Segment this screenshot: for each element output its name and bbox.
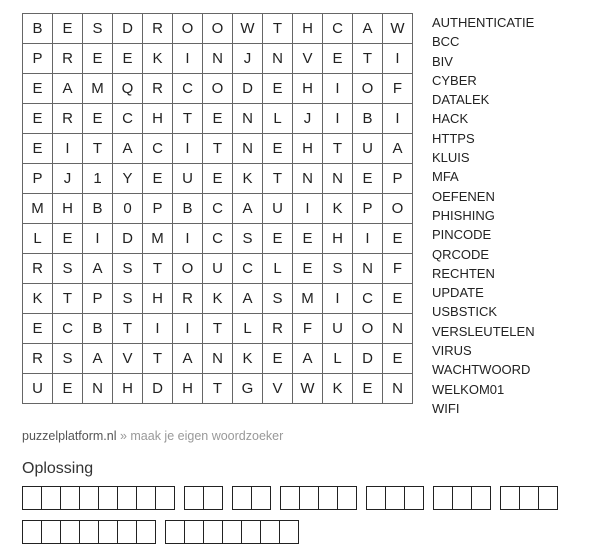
grid-cell[interactable]: B bbox=[83, 314, 113, 344]
grid-cell[interactable]: F bbox=[383, 74, 413, 104]
grid-cell[interactable]: T bbox=[263, 14, 293, 44]
solution-letter-box[interactable] bbox=[204, 486, 223, 510]
grid-cell[interactable]: S bbox=[113, 254, 143, 284]
solution-word bbox=[433, 486, 491, 510]
grid-cell[interactable]: B bbox=[23, 14, 53, 44]
grid-cell[interactable]: K bbox=[323, 194, 353, 224]
word-list bbox=[432, 13, 535, 418]
solution-letter-box[interactable] bbox=[280, 486, 300, 510]
solution-letter-box[interactable] bbox=[242, 520, 261, 544]
grid-cell[interactable]: N bbox=[293, 164, 323, 194]
letter-grid bbox=[22, 13, 413, 404]
site-link[interactable]: puzzelplatform.nl bbox=[22, 429, 117, 443]
solution-letter-box[interactable] bbox=[184, 486, 204, 510]
grid-cell[interactable]: C bbox=[353, 284, 383, 314]
solution-letter-box[interactable] bbox=[137, 520, 156, 544]
solution-row bbox=[22, 520, 567, 544]
grid-cell[interactable]: U bbox=[23, 374, 53, 404]
grid-cell[interactable]: I bbox=[83, 224, 113, 254]
grid-cell[interactable]: E bbox=[83, 44, 113, 74]
grid-cell[interactable]: S bbox=[233, 224, 263, 254]
grid-cell[interactable]: A bbox=[173, 344, 203, 374]
grid-cell[interactable]: T bbox=[263, 164, 293, 194]
solution-letter-box[interactable] bbox=[118, 486, 137, 510]
grid-cell[interactable]: E bbox=[53, 374, 83, 404]
word-item: VIRUS bbox=[432, 343, 472, 359]
solution-word bbox=[232, 486, 271, 510]
grid-cell[interactable]: L bbox=[233, 314, 263, 344]
solution-letter-box[interactable] bbox=[80, 520, 99, 544]
word-item: PINCODE bbox=[432, 227, 492, 243]
solution-letter-box[interactable] bbox=[366, 486, 386, 510]
grid-cell[interactable]: U bbox=[263, 194, 293, 224]
solution-word bbox=[22, 520, 156, 544]
grid-cell[interactable]: E bbox=[203, 104, 233, 134]
grid-cell[interactable]: R bbox=[53, 104, 83, 134]
grid-cell[interactable]: B bbox=[353, 104, 383, 134]
word-item: WIFI bbox=[432, 400, 460, 416]
grid-cell[interactable]: W bbox=[383, 14, 413, 44]
grid-cell[interactable]: H bbox=[143, 284, 173, 314]
solution-letter-box[interactable] bbox=[386, 486, 405, 510]
solution-letter-box[interactable] bbox=[61, 486, 80, 510]
grid-cell[interactable]: O bbox=[173, 254, 203, 284]
grid-cell[interactable]: 0 bbox=[113, 194, 143, 224]
solution-word bbox=[366, 486, 424, 510]
grid-cell[interactable]: H bbox=[53, 194, 83, 224]
grid-cell[interactable]: E bbox=[53, 14, 83, 44]
grid-cell[interactable]: H bbox=[293, 134, 323, 164]
grid-cell[interactable]: H bbox=[113, 374, 143, 404]
grid-cell[interactable]: E bbox=[113, 44, 143, 74]
word-item: PHISHING bbox=[432, 207, 495, 223]
grid-cell[interactable]: P bbox=[353, 194, 383, 224]
solution-letter-box[interactable] bbox=[338, 486, 357, 510]
solution-letter-box[interactable] bbox=[80, 486, 99, 510]
grid-cell[interactable]: A bbox=[233, 194, 263, 224]
grid-cell[interactable]: P bbox=[23, 44, 53, 74]
grid-cell[interactable]: A bbox=[353, 14, 383, 44]
grid-cell[interactable]: I bbox=[173, 44, 203, 74]
grid-cell[interactable]: I bbox=[173, 314, 203, 344]
grid-cell[interactable]: H bbox=[323, 224, 353, 254]
grid-cell[interactable]: I bbox=[323, 284, 353, 314]
grid-cell[interactable]: O bbox=[353, 314, 383, 344]
grid-cell[interactable]: T bbox=[203, 134, 233, 164]
grid-cell[interactable]: V bbox=[113, 344, 143, 374]
solution-letter-box[interactable] bbox=[22, 520, 42, 544]
grid-cell[interactable]: 1 bbox=[83, 164, 113, 194]
solution-letter-box[interactable] bbox=[61, 520, 80, 544]
grid-cell[interactable]: A bbox=[233, 284, 263, 314]
word-item: BCC bbox=[432, 34, 460, 50]
grid-cell[interactable]: U bbox=[173, 164, 203, 194]
grid-cell[interactable]: E bbox=[23, 74, 53, 104]
word-item: RECHTEN bbox=[432, 265, 495, 281]
solution-letter-box[interactable] bbox=[223, 520, 242, 544]
grid-cell[interactable]: N bbox=[263, 44, 293, 74]
word-item: USBSTICK bbox=[432, 304, 498, 320]
grid-cell[interactable]: Q bbox=[113, 74, 143, 104]
grid-cell[interactable]: M bbox=[23, 194, 53, 224]
word-item: UPDATE bbox=[432, 285, 484, 301]
solution-letter-box[interactable] bbox=[99, 520, 118, 544]
grid-cell[interactable]: G bbox=[233, 374, 263, 404]
grid-cell[interactable]: T bbox=[173, 104, 203, 134]
grid-cell[interactable]: A bbox=[383, 134, 413, 164]
solution-letter-box[interactable] bbox=[204, 520, 223, 544]
grid-cell[interactable]: O bbox=[353, 74, 383, 104]
word-item: KLUIS bbox=[432, 150, 470, 166]
grid-cell[interactable]: H bbox=[173, 374, 203, 404]
grid-cell[interactable]: J bbox=[293, 104, 323, 134]
grid-cell[interactable]: F bbox=[383, 254, 413, 284]
grid-cell[interactable]: I bbox=[293, 194, 323, 224]
grid-cell[interactable]: T bbox=[203, 314, 233, 344]
grid-cell[interactable]: N bbox=[203, 44, 233, 74]
grid-cell[interactable]: L bbox=[23, 224, 53, 254]
grid-cell[interactable]: I bbox=[383, 104, 413, 134]
word-item: VERSLEUTELEN bbox=[432, 323, 535, 339]
grid-cell[interactable]: J bbox=[233, 44, 263, 74]
grid-cell[interactable]: E bbox=[203, 164, 233, 194]
grid-cell[interactable]: S bbox=[323, 254, 353, 284]
solution-letter-box[interactable] bbox=[319, 486, 338, 510]
word-item: HACK bbox=[432, 111, 469, 127]
grid-cell[interactable]: L bbox=[263, 254, 293, 284]
word-item: WELKOM01 bbox=[432, 381, 505, 397]
solution-letter-box[interactable] bbox=[405, 486, 424, 510]
solution-letter-box[interactable] bbox=[539, 486, 558, 510]
grid-cell[interactable]: P bbox=[83, 284, 113, 314]
grid-cell[interactable]: H bbox=[293, 14, 323, 44]
grid-cell[interactable]: R bbox=[23, 254, 53, 284]
solution-letter-box[interactable] bbox=[99, 486, 118, 510]
grid-cell[interactable]: I bbox=[353, 224, 383, 254]
solution-letter-box[interactable] bbox=[472, 486, 491, 510]
grid-cell[interactable]: D bbox=[353, 344, 383, 374]
grid-cell[interactable]: D bbox=[113, 224, 143, 254]
solution-letter-box[interactable] bbox=[500, 486, 520, 510]
grid-cell[interactable]: V bbox=[263, 374, 293, 404]
solution-word bbox=[184, 486, 223, 510]
grid-cell[interactable]: M bbox=[83, 74, 113, 104]
grid-cell[interactable]: C bbox=[113, 104, 143, 134]
footer-tagline: » maak je eigen woordzoeker bbox=[116, 429, 284, 443]
grid-cell[interactable]: E bbox=[83, 104, 113, 134]
grid-cell[interactable]: E bbox=[263, 344, 293, 374]
grid-cell[interactable]: O bbox=[173, 14, 203, 44]
solution-word bbox=[500, 486, 558, 510]
grid-cell[interactable]: V bbox=[293, 44, 323, 74]
word-item: BIV bbox=[432, 53, 453, 69]
word-item: WACHTWOORD bbox=[432, 362, 531, 378]
grid-cell[interactable]: C bbox=[233, 254, 263, 284]
grid-cell[interactable]: H bbox=[143, 104, 173, 134]
grid-cell[interactable]: D bbox=[113, 14, 143, 44]
grid-cell[interactable]: N bbox=[233, 104, 263, 134]
grid-cell[interactable]: N bbox=[353, 254, 383, 284]
grid-cell[interactable]: A bbox=[53, 74, 83, 104]
grid-cell[interactable]: T bbox=[143, 254, 173, 284]
word-item: MFA bbox=[432, 169, 459, 185]
solution-letter-box[interactable] bbox=[232, 486, 252, 510]
grid-cell[interactable]: K bbox=[23, 284, 53, 314]
grid-cell[interactable]: I bbox=[173, 224, 203, 254]
solution-word bbox=[22, 486, 175, 510]
grid-cell[interactable]: E bbox=[23, 314, 53, 344]
grid-cell[interactable]: K bbox=[143, 44, 173, 74]
grid-cell[interactable]: S bbox=[53, 344, 83, 374]
grid-cell[interactable]: K bbox=[323, 374, 353, 404]
grid-cell[interactable]: M bbox=[143, 224, 173, 254]
grid-cell[interactable]: L bbox=[263, 104, 293, 134]
solution-letter-box[interactable] bbox=[118, 520, 137, 544]
grid-cell[interactable]: O bbox=[203, 74, 233, 104]
grid-cell[interactable]: E bbox=[263, 224, 293, 254]
grid-cell[interactable]: P bbox=[143, 194, 173, 224]
footer bbox=[22, 429, 283, 443]
grid-cell[interactable]: U bbox=[203, 254, 233, 284]
grid-cell[interactable]: T bbox=[203, 374, 233, 404]
grid-cell[interactable]: E bbox=[353, 374, 383, 404]
grid-cell[interactable]: K bbox=[233, 164, 263, 194]
solution-letter-box[interactable] bbox=[252, 486, 271, 510]
grid-cell[interactable]: S bbox=[53, 254, 83, 284]
grid-cell[interactable]: C bbox=[203, 224, 233, 254]
grid-cell[interactable]: D bbox=[143, 374, 173, 404]
grid-cell[interactable]: K bbox=[203, 284, 233, 314]
grid-cell[interactable]: O bbox=[203, 14, 233, 44]
grid-cell[interactable]: T bbox=[83, 134, 113, 164]
grid-cell[interactable]: E bbox=[383, 224, 413, 254]
solution-letter-box[interactable] bbox=[22, 486, 42, 510]
grid-cell[interactable]: S bbox=[113, 284, 143, 314]
grid-cell[interactable]: K bbox=[233, 344, 263, 374]
grid-cell[interactable]: E bbox=[383, 344, 413, 374]
solution-letter-box[interactable] bbox=[261, 520, 280, 544]
grid-cell[interactable]: F bbox=[293, 314, 323, 344]
solution-letter-box[interactable] bbox=[42, 486, 61, 510]
grid-cell[interactable]: L bbox=[323, 344, 353, 374]
solution-letter-box[interactable] bbox=[300, 486, 319, 510]
grid-cell[interactable]: C bbox=[53, 314, 83, 344]
grid-cell[interactable]: P bbox=[383, 164, 413, 194]
solution-area bbox=[22, 486, 567, 554]
grid-cell[interactable]: R bbox=[53, 44, 83, 74]
solution-title: Oplossing bbox=[22, 460, 94, 477]
grid-cell[interactable]: O bbox=[383, 194, 413, 224]
grid-cell[interactable]: E bbox=[263, 74, 293, 104]
solution-letter-box[interactable] bbox=[137, 486, 156, 510]
grid-cell[interactable]: B bbox=[173, 194, 203, 224]
grid-cell[interactable]: I bbox=[143, 314, 173, 344]
grid-cell[interactable]: T bbox=[53, 284, 83, 314]
grid-cell[interactable]: A bbox=[293, 344, 323, 374]
grid-cell[interactable]: E bbox=[23, 104, 53, 134]
grid-cell[interactable]: R bbox=[263, 314, 293, 344]
grid-cell[interactable]: R bbox=[173, 284, 203, 314]
word-item: HTTPS bbox=[432, 130, 475, 146]
grid-cell[interactable]: R bbox=[143, 14, 173, 44]
grid-cell[interactable]: I bbox=[53, 134, 83, 164]
grid-cell[interactable]: Y bbox=[113, 164, 143, 194]
grid-cell[interactable]: C bbox=[143, 134, 173, 164]
solution-letter-box[interactable] bbox=[185, 520, 204, 544]
solution-row bbox=[22, 486, 567, 510]
grid-cell[interactable]: C bbox=[323, 14, 353, 44]
grid-cell[interactable]: N bbox=[203, 344, 233, 374]
grid-cell[interactable]: I bbox=[383, 44, 413, 74]
grid-cell[interactable]: W bbox=[293, 374, 323, 404]
grid-cell[interactable]: J bbox=[53, 164, 83, 194]
grid-cell[interactable]: B bbox=[83, 194, 113, 224]
grid-cell[interactable]: E bbox=[383, 284, 413, 314]
grid-cell[interactable]: U bbox=[323, 314, 353, 344]
word-item: AUTHENTICATIE bbox=[432, 15, 535, 30]
solution-word bbox=[165, 520, 299, 544]
grid-cell[interactable]: N bbox=[383, 374, 413, 404]
solution-letter-box[interactable] bbox=[453, 486, 472, 510]
grid-cell[interactable]: N bbox=[383, 314, 413, 344]
grid-cell[interactable]: E bbox=[323, 44, 353, 74]
solution-letter-box[interactable] bbox=[42, 520, 61, 544]
grid-cell[interactable]: I bbox=[173, 134, 203, 164]
grid-cell[interactable]: T bbox=[143, 344, 173, 374]
word-item: DATALEK bbox=[432, 92, 490, 108]
word-item: QRCODE bbox=[432, 246, 490, 262]
word-item: OEFENEN bbox=[432, 188, 495, 204]
grid-cell[interactable]: E bbox=[23, 134, 53, 164]
grid-cell[interactable]: E bbox=[263, 134, 293, 164]
word-item: CYBER bbox=[432, 72, 477, 88]
solution-letter-box[interactable] bbox=[165, 520, 185, 544]
grid-cell[interactable]: N bbox=[83, 374, 113, 404]
grid-cell[interactable]: E bbox=[293, 254, 323, 284]
grid-cell[interactable]: N bbox=[323, 164, 353, 194]
solution-letter-box[interactable] bbox=[433, 486, 453, 510]
grid-cell[interactable]: I bbox=[323, 104, 353, 134]
grid-cell[interactable]: W bbox=[233, 14, 263, 44]
grid-cell[interactable]: A bbox=[83, 254, 113, 284]
solution-letter-box[interactable] bbox=[156, 486, 175, 510]
solution-word bbox=[280, 486, 357, 510]
grid-cell[interactable]: E bbox=[143, 164, 173, 194]
grid-cell[interactable]: U bbox=[353, 134, 383, 164]
grid-cell[interactable]: R bbox=[143, 74, 173, 104]
grid-cell[interactable]: I bbox=[323, 74, 353, 104]
grid-cell[interactable]: A bbox=[113, 134, 143, 164]
grid-cell[interactable]: P bbox=[23, 164, 53, 194]
grid-cell[interactable]: T bbox=[323, 134, 353, 164]
grid-cell[interactable]: C bbox=[203, 194, 233, 224]
grid-cell[interactable]: T bbox=[113, 314, 143, 344]
grid-cell[interactable]: A bbox=[83, 344, 113, 374]
grid-cell[interactable]: E bbox=[353, 164, 383, 194]
grid-cell[interactable]: E bbox=[293, 224, 323, 254]
solution-letter-box[interactable] bbox=[280, 520, 299, 544]
grid-cell[interactable]: T bbox=[353, 44, 383, 74]
grid-cell[interactable]: R bbox=[23, 344, 53, 374]
grid-cell[interactable]: D bbox=[233, 74, 263, 104]
grid-cell[interactable]: S bbox=[83, 14, 113, 44]
grid-cell[interactable]: M bbox=[293, 284, 323, 314]
solution-letter-box[interactable] bbox=[520, 486, 539, 510]
grid-cell[interactable]: H bbox=[293, 74, 323, 104]
grid-cell[interactable]: S bbox=[263, 284, 293, 314]
grid-cell[interactable]: N bbox=[233, 134, 263, 164]
grid-cell[interactable]: E bbox=[53, 224, 83, 254]
grid-cell[interactable]: C bbox=[173, 74, 203, 104]
